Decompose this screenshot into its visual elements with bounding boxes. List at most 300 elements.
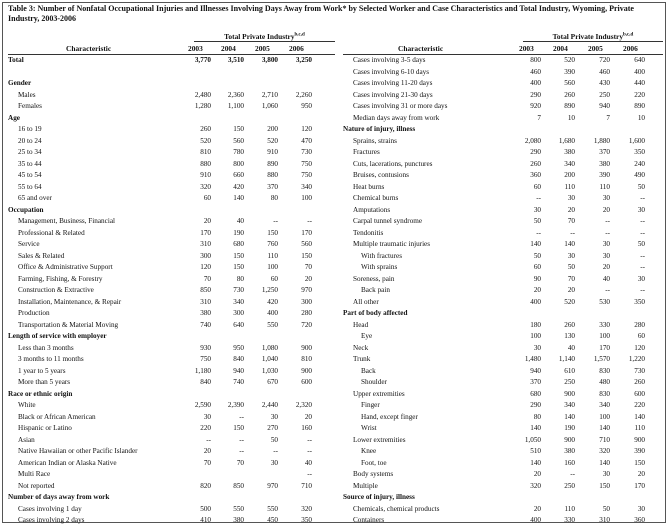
row-label: Asian: [18, 435, 35, 444]
cell-value: 740: [200, 320, 211, 329]
cell-value: 350: [634, 148, 645, 156]
column-headers: [343, 43, 663, 55]
table-row: [343, 216, 663, 228]
row-label: Knee: [361, 447, 377, 455]
row-label: Carpal tunnel syndrome: [353, 217, 423, 225]
row-label: Lower extremities: [353, 435, 406, 444]
cell-value: 1,880: [593, 136, 610, 145]
section-heading-row: [8, 389, 335, 401]
table-row: [343, 251, 663, 263]
cell-value: --: [640, 263, 645, 271]
cell-value: 140: [233, 194, 244, 202]
cell-value: 110: [564, 504, 575, 513]
cell-value: 110: [267, 251, 278, 260]
cell-value: 480: [599, 378, 610, 386]
cell-value: 90: [533, 274, 541, 283]
cell-value: 1,030: [261, 366, 278, 375]
row-label: Length of service with employer: [8, 332, 107, 340]
row-label: Black or African American: [18, 412, 96, 421]
row-label: Number of days away from work: [8, 493, 110, 501]
cell-value: 50: [637, 182, 645, 191]
cell-value: 150: [634, 458, 645, 467]
table-row: [343, 481, 663, 493]
cell-value: 140: [599, 424, 610, 432]
right-rows: [343, 55, 663, 527]
cell-value: 60: [637, 332, 645, 340]
row-label: Race or ethnic origin: [8, 389, 73, 398]
cell-value: 810: [301, 355, 312, 363]
row-label: Professional & Related: [18, 228, 85, 237]
cell-value: 830: [599, 366, 610, 375]
cell-value: 130: [564, 332, 575, 340]
cell-value: 20: [637, 470, 645, 478]
cell-value: 840: [233, 355, 244, 363]
table-row: [8, 308, 335, 320]
characteristic-header: Characteristic: [66, 44, 112, 53]
row-label: 35 to 44: [18, 159, 42, 168]
table-row: [343, 320, 663, 332]
row-label: American Indian or Alaska Native: [18, 458, 117, 467]
cell-value: 1,040: [261, 355, 278, 363]
row-label: All other: [353, 297, 379, 306]
cell-value: 1,280: [194, 102, 211, 110]
span-header: Total Private Industry$^{b,c,d}$: [194, 32, 335, 42]
cell-value: 340: [233, 297, 244, 306]
cell-value: 320: [599, 447, 610, 455]
cell-value: 800: [530, 56, 541, 64]
cell-value: 350: [634, 297, 645, 306]
cell-value: 910: [267, 148, 278, 156]
table-row: [8, 159, 335, 171]
table-row: [8, 90, 335, 102]
cell-value: 320: [301, 504, 312, 513]
cell-value: 60: [203, 194, 211, 202]
cell-value: 890: [267, 159, 278, 168]
cell-value: 20: [567, 286, 575, 294]
table-row: [343, 274, 663, 286]
cell-value: 70: [203, 458, 211, 467]
cell-value: 390: [599, 171, 610, 179]
cell-value: 1,250: [261, 286, 278, 294]
table-row: [343, 285, 663, 297]
cell-value: --: [307, 217, 312, 225]
cell-value: 950: [233, 343, 244, 352]
cell-value: 10: [637, 113, 645, 122]
cell-value: --: [307, 447, 312, 455]
cell-value: --: [307, 435, 312, 444]
cell-value: --: [640, 217, 645, 225]
cell-value: 900: [301, 366, 312, 375]
cell-value: 550: [233, 504, 244, 513]
cell-value: --: [605, 286, 610, 294]
table-row: [8, 285, 335, 297]
row-label: Foot, toe: [361, 458, 387, 467]
year-header: 2003: [519, 44, 534, 53]
cell-value: 390: [634, 447, 645, 455]
table-row: [343, 136, 663, 148]
cell-value: 890: [634, 102, 645, 110]
year-header: 2003: [188, 44, 203, 53]
cell-value: 150: [233, 125, 244, 133]
table-row: [343, 354, 663, 366]
cell-value: 340: [301, 182, 312, 191]
cell-value: 300: [301, 297, 312, 306]
row-label: Back pain: [361, 286, 390, 294]
cell-value: 270: [267, 424, 278, 432]
cell-value: 740: [233, 378, 244, 386]
table-row: [343, 90, 663, 102]
cell-value: 600: [301, 378, 312, 386]
table-row: [8, 101, 335, 113]
cell-value: 20: [304, 274, 312, 283]
table-row: [343, 159, 663, 171]
cell-value: 150: [233, 251, 244, 260]
cell-value: 400: [530, 516, 541, 524]
table-row: [8, 435, 335, 447]
row-label: 55 to 64: [18, 182, 42, 191]
table-row: [343, 446, 663, 458]
cell-value: 40: [236, 217, 244, 225]
cell-value: 680: [530, 389, 541, 398]
cell-value: 140: [530, 240, 541, 248]
table-row: [8, 55, 335, 67]
cell-value: --: [307, 470, 312, 478]
cell-value: 20: [203, 447, 211, 455]
table-row: [343, 366, 663, 378]
cell-value: 30: [567, 194, 575, 202]
cell-value: 60: [533, 182, 541, 191]
row-label: 45 to 54: [18, 171, 42, 179]
cell-value: 140: [564, 240, 575, 248]
cell-value: 150: [301, 251, 312, 260]
cell-value: 400: [267, 309, 278, 317]
row-label: Native Hawaiian or other Pacific Islander: [18, 447, 138, 455]
cell-value: 120: [301, 125, 312, 133]
cell-value: 260: [530, 159, 541, 168]
cell-value: 250: [599, 90, 610, 99]
cell-value: 470: [301, 136, 312, 145]
table-row: [343, 239, 663, 251]
section-heading-row: [8, 492, 335, 504]
cell-value: 290: [530, 401, 541, 409]
row-label: Head: [353, 320, 369, 329]
table-row: [8, 170, 335, 182]
table-row: [343, 469, 663, 481]
table-row: [8, 182, 335, 194]
cell-value: 2,080: [524, 136, 541, 145]
cell-value: --: [605, 228, 610, 237]
cell-value: 520: [564, 56, 575, 64]
cell-value: --: [570, 470, 575, 478]
cell-value: 750: [301, 171, 312, 179]
cell-value: 390: [564, 67, 575, 76]
cell-value: 300: [233, 309, 244, 317]
cell-value: --: [239, 447, 244, 455]
cell-value: 10: [567, 113, 575, 122]
cell-value: 970: [301, 286, 312, 294]
cell-value: 940: [599, 102, 610, 110]
cell-value: 780: [233, 148, 244, 156]
section-heading-row: [343, 492, 663, 504]
cell-value: 800: [233, 159, 244, 168]
cell-value: --: [273, 217, 278, 225]
row-label: Eye: [361, 332, 373, 340]
row-label: Multiple traumatic injuries: [353, 240, 431, 248]
row-label: Cases involving 3-5 days: [353, 56, 426, 64]
cell-value: 20: [602, 205, 610, 214]
cell-value: 7: [606, 113, 610, 122]
cell-value: --: [536, 194, 541, 202]
year-header: 2006: [623, 44, 638, 53]
cell-value: 330: [599, 320, 610, 329]
row-label: Age: [8, 113, 20, 122]
cell-value: 320: [200, 182, 211, 191]
table-title: Table 3: Number of Nonfatal Occupational Injuries and Illnesses Involving Days Away from Work* by Selected Worker and Case Characteristics and Total Industry, Wyoming, Private Industry, 2003-2006: [8, 4, 634, 23]
row-label: 16 to 19: [18, 125, 42, 133]
cell-value: 2,360: [227, 90, 244, 99]
cell-value: 70: [567, 274, 575, 283]
cell-value: 220: [634, 401, 645, 409]
row-label: Transportation & Material Moving: [18, 320, 119, 329]
cell-value: 30: [602, 240, 610, 248]
cell-value: 330: [564, 516, 575, 524]
cell-value: 360: [634, 516, 645, 524]
cell-value: 20: [533, 504, 541, 513]
cell-value: --: [640, 228, 645, 237]
cell-value: 2,320: [295, 401, 312, 409]
cell-value: 830: [599, 389, 610, 398]
cell-value: 60: [533, 263, 541, 271]
cell-value: 310: [200, 240, 211, 248]
cell-value: 80: [236, 274, 244, 283]
cell-value: 70: [203, 274, 211, 283]
row-label: Chemicals, chemical products: [353, 504, 440, 513]
cell-value: 710: [301, 481, 312, 490]
year-header: 2004: [221, 44, 236, 53]
row-label: Finger: [361, 401, 380, 409]
cell-value: 750: [200, 355, 211, 363]
table-row: [8, 193, 335, 205]
cell-value: 290: [530, 148, 541, 156]
cell-value: 730: [634, 366, 645, 375]
cell-value: 760: [267, 240, 278, 248]
row-label: Chemical burns: [353, 194, 399, 202]
cell-value: 30: [637, 504, 645, 513]
cell-value: 240: [634, 159, 645, 168]
cell-value: 20: [602, 263, 610, 271]
row-label: 65 and over: [18, 194, 52, 202]
cell-value: 20: [304, 412, 312, 421]
cell-value: 170: [200, 228, 211, 237]
row-label: Wrist: [361, 424, 377, 432]
table-row: [343, 193, 663, 205]
cell-value: 940: [530, 366, 541, 375]
cell-value: 820: [200, 481, 211, 490]
table-row: [8, 343, 335, 355]
cell-value: 720: [301, 320, 312, 329]
cell-value: 100: [599, 332, 610, 340]
table-row: [8, 481, 335, 493]
row-label: Installation, Maintenance, & Repair: [18, 297, 122, 306]
cell-value: 1,080: [261, 343, 278, 352]
cell-value: 50: [602, 504, 610, 513]
cell-value: 20: [567, 205, 575, 214]
year-header: 2004: [553, 44, 568, 53]
row-label: Production: [18, 309, 50, 317]
cell-value: 670: [267, 378, 278, 386]
cell-value: 70: [236, 458, 244, 467]
cell-value: 310: [599, 516, 610, 524]
cell-value: 200: [564, 171, 575, 179]
cell-value: 60: [270, 274, 278, 283]
cell-value: 20: [533, 470, 541, 478]
cell-value: 70: [304, 263, 312, 271]
table-row: [343, 147, 663, 159]
cell-value: 340: [564, 159, 575, 168]
table-row: [8, 216, 335, 228]
row-label: Cases involving 2 days: [18, 516, 85, 524]
row-label: With sprains: [361, 263, 398, 271]
row-label: Management, Business, Financial: [18, 217, 116, 225]
section-heading-row: [8, 78, 335, 90]
table-row: [343, 412, 663, 424]
cell-value: 100: [530, 332, 541, 340]
cell-value: 260: [564, 90, 575, 99]
cell-value: 440: [634, 79, 645, 87]
table-row: [343, 400, 663, 412]
cell-value: 180: [530, 320, 541, 329]
cell-value: 260: [634, 378, 645, 386]
cell-value: 880: [267, 171, 278, 179]
cell-value: 380: [200, 309, 211, 317]
cell-value: 140: [530, 424, 541, 432]
cell-value: 1,180: [194, 366, 211, 375]
table-row: [343, 78, 663, 90]
cell-value: 460: [530, 67, 541, 76]
table-row: [8, 67, 335, 79]
cell-value: 300: [200, 251, 211, 260]
cell-value: 80: [533, 412, 541, 421]
cell-value: 550: [267, 504, 278, 513]
cell-value: 550: [267, 320, 278, 329]
row-label: Soreness, pain: [353, 274, 395, 283]
table-row: [343, 182, 663, 194]
cell-value: 100: [267, 263, 278, 271]
cell-value: 170: [301, 228, 312, 237]
row-label: Sprains, strains: [353, 136, 397, 145]
cell-value: 850: [233, 481, 244, 490]
table-row: [343, 331, 663, 343]
cell-value: 150: [233, 263, 244, 271]
row-label: Cases involving 6-10 days: [353, 67, 430, 76]
cell-value: --: [640, 194, 645, 202]
row-label: Back: [361, 366, 376, 375]
cell-value: 560: [564, 79, 575, 87]
row-label: Median days away from work: [353, 113, 440, 122]
cell-value: 40: [567, 343, 575, 352]
row-label: Total: [8, 56, 24, 64]
row-label: Heat burns: [353, 182, 385, 191]
cell-value: 810: [200, 148, 211, 156]
table-row: [8, 274, 335, 286]
table-row: [8, 446, 335, 458]
cell-value: 400: [530, 297, 541, 306]
cell-value: 30: [533, 205, 541, 214]
cell-value: 3,770: [194, 56, 211, 64]
cell-value: 20: [533, 286, 541, 294]
cell-value: 340: [564, 401, 575, 409]
cell-value: 520: [200, 136, 211, 145]
table-row: [8, 469, 335, 481]
cell-value: 970: [267, 481, 278, 490]
row-label: Cases involving 31 or more days: [353, 102, 448, 110]
table-row: [8, 147, 335, 159]
cell-value: 190: [564, 424, 575, 432]
cell-value: 30: [602, 470, 610, 478]
cell-value: 7: [537, 113, 541, 122]
cell-value: 660: [233, 171, 244, 179]
row-label: Fractures: [353, 148, 380, 156]
table-row: [8, 423, 335, 435]
cell-value: 880: [200, 159, 211, 168]
cell-value: 30: [533, 343, 541, 352]
table-row: [8, 504, 335, 516]
cell-value: 520: [267, 136, 278, 145]
cell-value: 110: [564, 182, 575, 191]
cell-value: 110: [599, 182, 610, 191]
cell-value: 2,590: [194, 401, 211, 409]
cell-value: --: [273, 447, 278, 455]
row-label: 3 months to 11 months: [18, 355, 84, 363]
cell-value: 900: [634, 435, 645, 444]
row-label: Multi Race: [18, 470, 51, 478]
table-row: [8, 320, 335, 332]
cell-value: --: [239, 435, 244, 444]
row-label: Bruises, contusions: [353, 171, 409, 179]
row-label: Occupation: [8, 205, 44, 214]
cell-value: 400: [634, 67, 645, 76]
cell-value: --: [640, 251, 645, 260]
year-header: 2005: [255, 44, 270, 53]
cell-value: 250: [564, 481, 575, 490]
cell-value: 100: [301, 194, 312, 202]
cell-value: 120: [634, 343, 645, 352]
cell-value: 380: [233, 516, 244, 524]
cell-value: 50: [533, 217, 541, 225]
cell-value: 160: [301, 424, 312, 432]
cell-value: 140: [634, 412, 645, 421]
cell-value: 450: [267, 516, 278, 524]
year-header: 2006: [289, 44, 304, 53]
cell-value: 170: [599, 343, 610, 352]
row-label: 1 year to 5 years: [18, 366, 66, 375]
cell-value: 720: [599, 56, 610, 64]
cell-value: 430: [599, 79, 610, 87]
cell-value: 40: [602, 274, 610, 283]
row-label: Cases involving 21-30 days: [353, 90, 433, 99]
cell-value: 30: [203, 412, 211, 421]
cell-value: 840: [200, 378, 211, 386]
row-label: Service: [18, 240, 40, 248]
cell-value: 30: [637, 274, 645, 283]
cell-value: 2,440: [261, 401, 278, 409]
left-rows: [8, 55, 335, 527]
table-row: [8, 124, 335, 136]
cell-value: 120: [200, 263, 211, 271]
cell-value: 320: [530, 481, 541, 490]
cell-value: 640: [634, 56, 645, 64]
cell-value: 610: [564, 366, 575, 375]
